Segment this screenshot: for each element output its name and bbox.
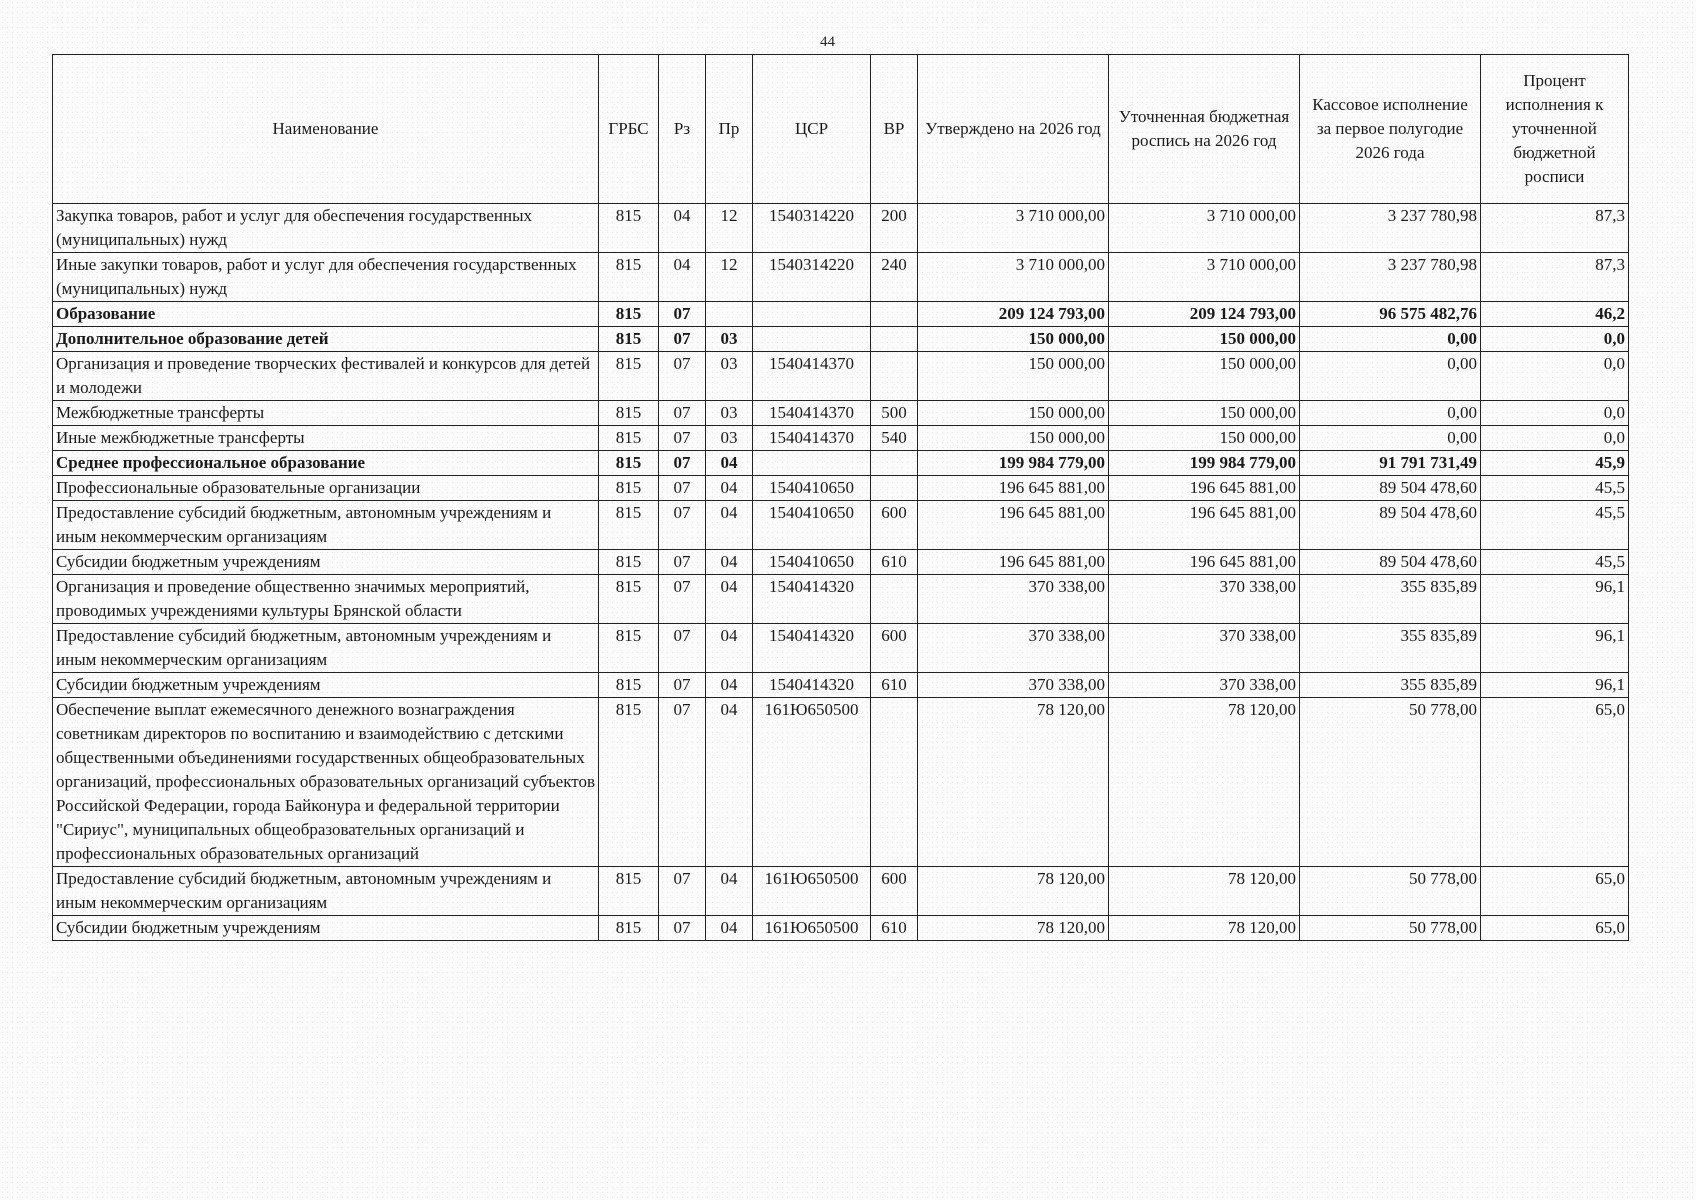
vr-cell: 600 <box>871 867 918 916</box>
percent-cell: 45,5 <box>1481 476 1629 501</box>
table-row <box>53 575 1629 624</box>
table-row <box>53 476 1629 501</box>
grbs-cell: 815 <box>599 302 659 327</box>
cash-cell: 3 237 780,98 <box>1300 253 1481 302</box>
rz-cell: 07 <box>659 575 706 624</box>
table-row <box>53 426 1629 451</box>
refined-cell: 78 120,00 <box>1109 698 1300 867</box>
table-row <box>53 698 1629 867</box>
rz-cell: 07 <box>659 624 706 673</box>
refined-cell: 150 000,00 <box>1109 401 1300 426</box>
grbs-cell: 815 <box>599 550 659 575</box>
refined-cell: 78 120,00 <box>1109 916 1300 941</box>
grbs-cell: 815 <box>599 451 659 476</box>
table-row <box>53 501 1629 550</box>
vr-cell: 600 <box>871 501 918 550</box>
table-row <box>53 550 1629 575</box>
percent-cell: 87,3 <box>1481 204 1629 253</box>
name-cell: Предоставление субсидий бюджетным, автономным учреждениям и иным некоммерческим организациям <box>53 501 599 550</box>
percent-cell: 96,1 <box>1481 624 1629 673</box>
name-cell: Образование <box>53 302 599 327</box>
pr-cell: 03 <box>706 352 753 401</box>
pr-cell: 04 <box>706 867 753 916</box>
refined-cell: 370 338,00 <box>1109 673 1300 698</box>
approved-cell: 3 710 000,00 <box>918 204 1109 253</box>
percent-cell: 0,0 <box>1481 327 1629 352</box>
grbs-cell: 815 <box>599 253 659 302</box>
refined-cell: 196 645 881,00 <box>1109 476 1300 501</box>
csr-cell: 1540414320 <box>753 673 871 698</box>
name-cell: Организация и проведение общественно значимых мероприятий, проводимых учреждениями культуры Брянской области <box>53 575 599 624</box>
percent-cell: 87,3 <box>1481 253 1629 302</box>
header-csr: ЦСР <box>753 55 871 204</box>
cash-cell: 50 778,00 <box>1300 916 1481 941</box>
cash-cell: 355 835,89 <box>1300 673 1481 698</box>
approved-cell: 78 120,00 <box>918 867 1109 916</box>
approved-cell: 370 338,00 <box>918 575 1109 624</box>
csr-cell: 1540414370 <box>753 352 871 401</box>
vr-cell <box>871 575 918 624</box>
grbs-cell: 815 <box>599 501 659 550</box>
rz-cell: 07 <box>659 302 706 327</box>
rz-cell: 07 <box>659 327 706 352</box>
approved-cell: 150 000,00 <box>918 352 1109 401</box>
vr-cell: 500 <box>871 401 918 426</box>
table-header-row <box>53 55 1629 204</box>
refined-cell: 3 710 000,00 <box>1109 253 1300 302</box>
name-cell: Среднее профессиональное образование <box>53 451 599 476</box>
pr-cell: 04 <box>706 501 753 550</box>
header-name: Наименование <box>53 55 599 204</box>
name-cell: Иные закупки товаров, работ и услуг для обеспечения государственных (муниципальных) нужд <box>53 253 599 302</box>
percent-cell: 65,0 <box>1481 867 1629 916</box>
refined-cell: 209 124 793,00 <box>1109 302 1300 327</box>
csr-cell <box>753 327 871 352</box>
csr-cell: 1540410650 <box>753 501 871 550</box>
name-cell: Субсидии бюджетным учреждениям <box>53 673 599 698</box>
csr-cell: 1540410650 <box>753 550 871 575</box>
percent-cell: 0,0 <box>1481 352 1629 401</box>
refined-cell: 196 645 881,00 <box>1109 550 1300 575</box>
header-grbs: ГРБС <box>599 55 659 204</box>
table-row <box>53 867 1629 916</box>
csr-cell: 1540414370 <box>753 426 871 451</box>
approved-cell: 199 984 779,00 <box>918 451 1109 476</box>
grbs-cell: 815 <box>599 352 659 401</box>
percent-cell: 45,5 <box>1481 501 1629 550</box>
vr-cell: 600 <box>871 624 918 673</box>
approved-cell: 209 124 793,00 <box>918 302 1109 327</box>
vr-cell <box>871 327 918 352</box>
rz-cell: 07 <box>659 698 706 867</box>
vr-cell: 200 <box>871 204 918 253</box>
percent-cell: 0,0 <box>1481 401 1629 426</box>
rz-cell: 07 <box>659 501 706 550</box>
grbs-cell: 815 <box>599 204 659 253</box>
header-cash: Кассовое исполнение за первое полугодие 2026 года <box>1300 55 1481 204</box>
vr-cell: 540 <box>871 426 918 451</box>
rz-cell: 07 <box>659 401 706 426</box>
pr-cell: 04 <box>706 698 753 867</box>
vr-cell: 610 <box>871 550 918 575</box>
vr-cell: 240 <box>871 253 918 302</box>
csr-cell <box>753 302 871 327</box>
csr-cell: 1540314220 <box>753 253 871 302</box>
name-cell: Дополнительное образование детей <box>53 327 599 352</box>
grbs-cell: 815 <box>599 327 659 352</box>
header-percent: Процент исполнения к уточненной бюджетной росписи <box>1481 55 1629 204</box>
rz-cell: 04 <box>659 204 706 253</box>
refined-cell: 370 338,00 <box>1109 575 1300 624</box>
cash-cell: 89 504 478,60 <box>1300 501 1481 550</box>
budget-report-table <box>52 54 1629 941</box>
grbs-cell: 815 <box>599 916 659 941</box>
refined-cell: 196 645 881,00 <box>1109 501 1300 550</box>
name-cell: Субсидии бюджетным учреждениям <box>53 550 599 575</box>
pr-cell: 04 <box>706 451 753 476</box>
name-cell: Субсидии бюджетным учреждениям <box>53 916 599 941</box>
vr-cell <box>871 476 918 501</box>
vr-cell <box>871 352 918 401</box>
approved-cell: 150 000,00 <box>918 327 1109 352</box>
pr-cell: 03 <box>706 327 753 352</box>
pr-cell <box>706 302 753 327</box>
pr-cell: 12 <box>706 204 753 253</box>
header-vr: ВР <box>871 55 918 204</box>
percent-cell: 96,1 <box>1481 673 1629 698</box>
approved-cell: 196 645 881,00 <box>918 501 1109 550</box>
refined-cell: 150 000,00 <box>1109 352 1300 401</box>
approved-cell: 150 000,00 <box>918 426 1109 451</box>
grbs-cell: 815 <box>599 476 659 501</box>
table-row <box>53 451 1629 476</box>
pr-cell: 12 <box>706 253 753 302</box>
csr-cell: 1540410650 <box>753 476 871 501</box>
csr-cell: 1540314220 <box>753 204 871 253</box>
approved-cell: 196 645 881,00 <box>918 476 1109 501</box>
cash-cell: 89 504 478,60 <box>1300 550 1481 575</box>
rz-cell: 07 <box>659 352 706 401</box>
name-cell: Профессиональные образовательные организации <box>53 476 599 501</box>
approved-cell: 150 000,00 <box>918 401 1109 426</box>
table-row <box>53 673 1629 698</box>
percent-cell: 0,0 <box>1481 426 1629 451</box>
grbs-cell: 815 <box>599 426 659 451</box>
header-pr: Пр <box>706 55 753 204</box>
header-approved: Утверждено на 2026 год <box>918 55 1109 204</box>
name-cell: Обеспечение выплат ежемесячного денежного вознаграждения советникам директоров по воспитанию и взаимодействию с детскими общественными объединениями государственных общеобразовательных организаций, профессиональных образовательных организаций субъектов Российской Федерации, города Байконура и федеральной территории "Сириус", муниципальных общеобразовательных организаций и профессиональных образовательных организаций <box>53 698 599 867</box>
percent-cell: 45,5 <box>1481 550 1629 575</box>
cash-cell: 0,00 <box>1300 327 1481 352</box>
grbs-cell: 815 <box>599 624 659 673</box>
refined-cell: 150 000,00 <box>1109 426 1300 451</box>
rz-cell: 07 <box>659 916 706 941</box>
refined-cell: 370 338,00 <box>1109 624 1300 673</box>
pr-cell: 03 <box>706 401 753 426</box>
cash-cell: 355 835,89 <box>1300 575 1481 624</box>
table-row <box>53 302 1629 327</box>
approved-cell: 3 710 000,00 <box>918 253 1109 302</box>
vr-cell: 610 <box>871 916 918 941</box>
rz-cell: 07 <box>659 451 706 476</box>
csr-cell: 1540414320 <box>753 575 871 624</box>
table-row <box>53 401 1629 426</box>
header-refined: Уточненная бюджетная роспись на 2026 год <box>1109 55 1300 204</box>
percent-cell: 65,0 <box>1481 698 1629 867</box>
csr-cell: 161Ю650500 <box>753 916 871 941</box>
csr-cell: 1540414320 <box>753 624 871 673</box>
percent-cell: 96,1 <box>1481 575 1629 624</box>
pr-cell: 04 <box>706 624 753 673</box>
table-row <box>53 916 1629 941</box>
rz-cell: 07 <box>659 867 706 916</box>
name-cell: Иные межбюджетные трансферты <box>53 426 599 451</box>
refined-cell: 150 000,00 <box>1109 327 1300 352</box>
table-body <box>53 204 1629 941</box>
csr-cell: 1540414370 <box>753 401 871 426</box>
approved-cell: 370 338,00 <box>918 673 1109 698</box>
grbs-cell: 815 <box>599 401 659 426</box>
table-row <box>53 327 1629 352</box>
cash-cell: 0,00 <box>1300 401 1481 426</box>
cash-cell: 50 778,00 <box>1300 867 1481 916</box>
table-row <box>53 204 1629 253</box>
vr-cell <box>871 451 918 476</box>
csr-cell: 161Ю650500 <box>753 698 871 867</box>
refined-cell: 3 710 000,00 <box>1109 204 1300 253</box>
header-rz: Рз <box>659 55 706 204</box>
page-number: 44 <box>820 34 835 50</box>
grbs-cell: 815 <box>599 575 659 624</box>
grbs-cell: 815 <box>599 867 659 916</box>
refined-cell: 199 984 779,00 <box>1109 451 1300 476</box>
grbs-cell: 815 <box>599 673 659 698</box>
pr-cell: 04 <box>706 916 753 941</box>
table-row <box>53 352 1629 401</box>
name-cell: Организация и проведение творческих фестивалей и конкурсов для детей и молодежи <box>53 352 599 401</box>
table-row <box>53 624 1629 673</box>
percent-cell: 45,9 <box>1481 451 1629 476</box>
cash-cell: 0,00 <box>1300 426 1481 451</box>
pr-cell: 04 <box>706 575 753 624</box>
percent-cell: 46,2 <box>1481 302 1629 327</box>
rz-cell: 07 <box>659 673 706 698</box>
pr-cell: 03 <box>706 426 753 451</box>
table-row <box>53 253 1629 302</box>
name-cell: Закупка товаров, работ и услуг для обеспечения государственных (муниципальных) нужд <box>53 204 599 253</box>
cash-cell: 355 835,89 <box>1300 624 1481 673</box>
approved-cell: 370 338,00 <box>918 624 1109 673</box>
pr-cell: 04 <box>706 673 753 698</box>
rz-cell: 04 <box>659 253 706 302</box>
name-cell: Предоставление субсидий бюджетным, автономным учреждениям и иным некоммерческим организациям <box>53 867 599 916</box>
vr-cell <box>871 302 918 327</box>
vr-cell: 610 <box>871 673 918 698</box>
cash-cell: 0,00 <box>1300 352 1481 401</box>
refined-cell: 78 120,00 <box>1109 867 1300 916</box>
cash-cell: 3 237 780,98 <box>1300 204 1481 253</box>
cash-cell: 96 575 482,76 <box>1300 302 1481 327</box>
grbs-cell: 815 <box>599 698 659 867</box>
cash-cell: 89 504 478,60 <box>1300 476 1481 501</box>
pr-cell: 04 <box>706 550 753 575</box>
csr-cell: 161Ю650500 <box>753 867 871 916</box>
name-cell: Предоставление субсидий бюджетным, автономным учреждениям и иным некоммерческим организациям <box>53 624 599 673</box>
cash-cell: 50 778,00 <box>1300 698 1481 867</box>
rz-cell: 07 <box>659 550 706 575</box>
cash-cell: 91 791 731,49 <box>1300 451 1481 476</box>
rz-cell: 07 <box>659 426 706 451</box>
approved-cell: 78 120,00 <box>918 916 1109 941</box>
pr-cell: 04 <box>706 476 753 501</box>
vr-cell <box>871 698 918 867</box>
rz-cell: 07 <box>659 476 706 501</box>
name-cell: Межбюджетные трансферты <box>53 401 599 426</box>
csr-cell <box>753 451 871 476</box>
approved-cell: 196 645 881,00 <box>918 550 1109 575</box>
percent-cell: 65,0 <box>1481 916 1629 941</box>
approved-cell: 78 120,00 <box>918 698 1109 867</box>
